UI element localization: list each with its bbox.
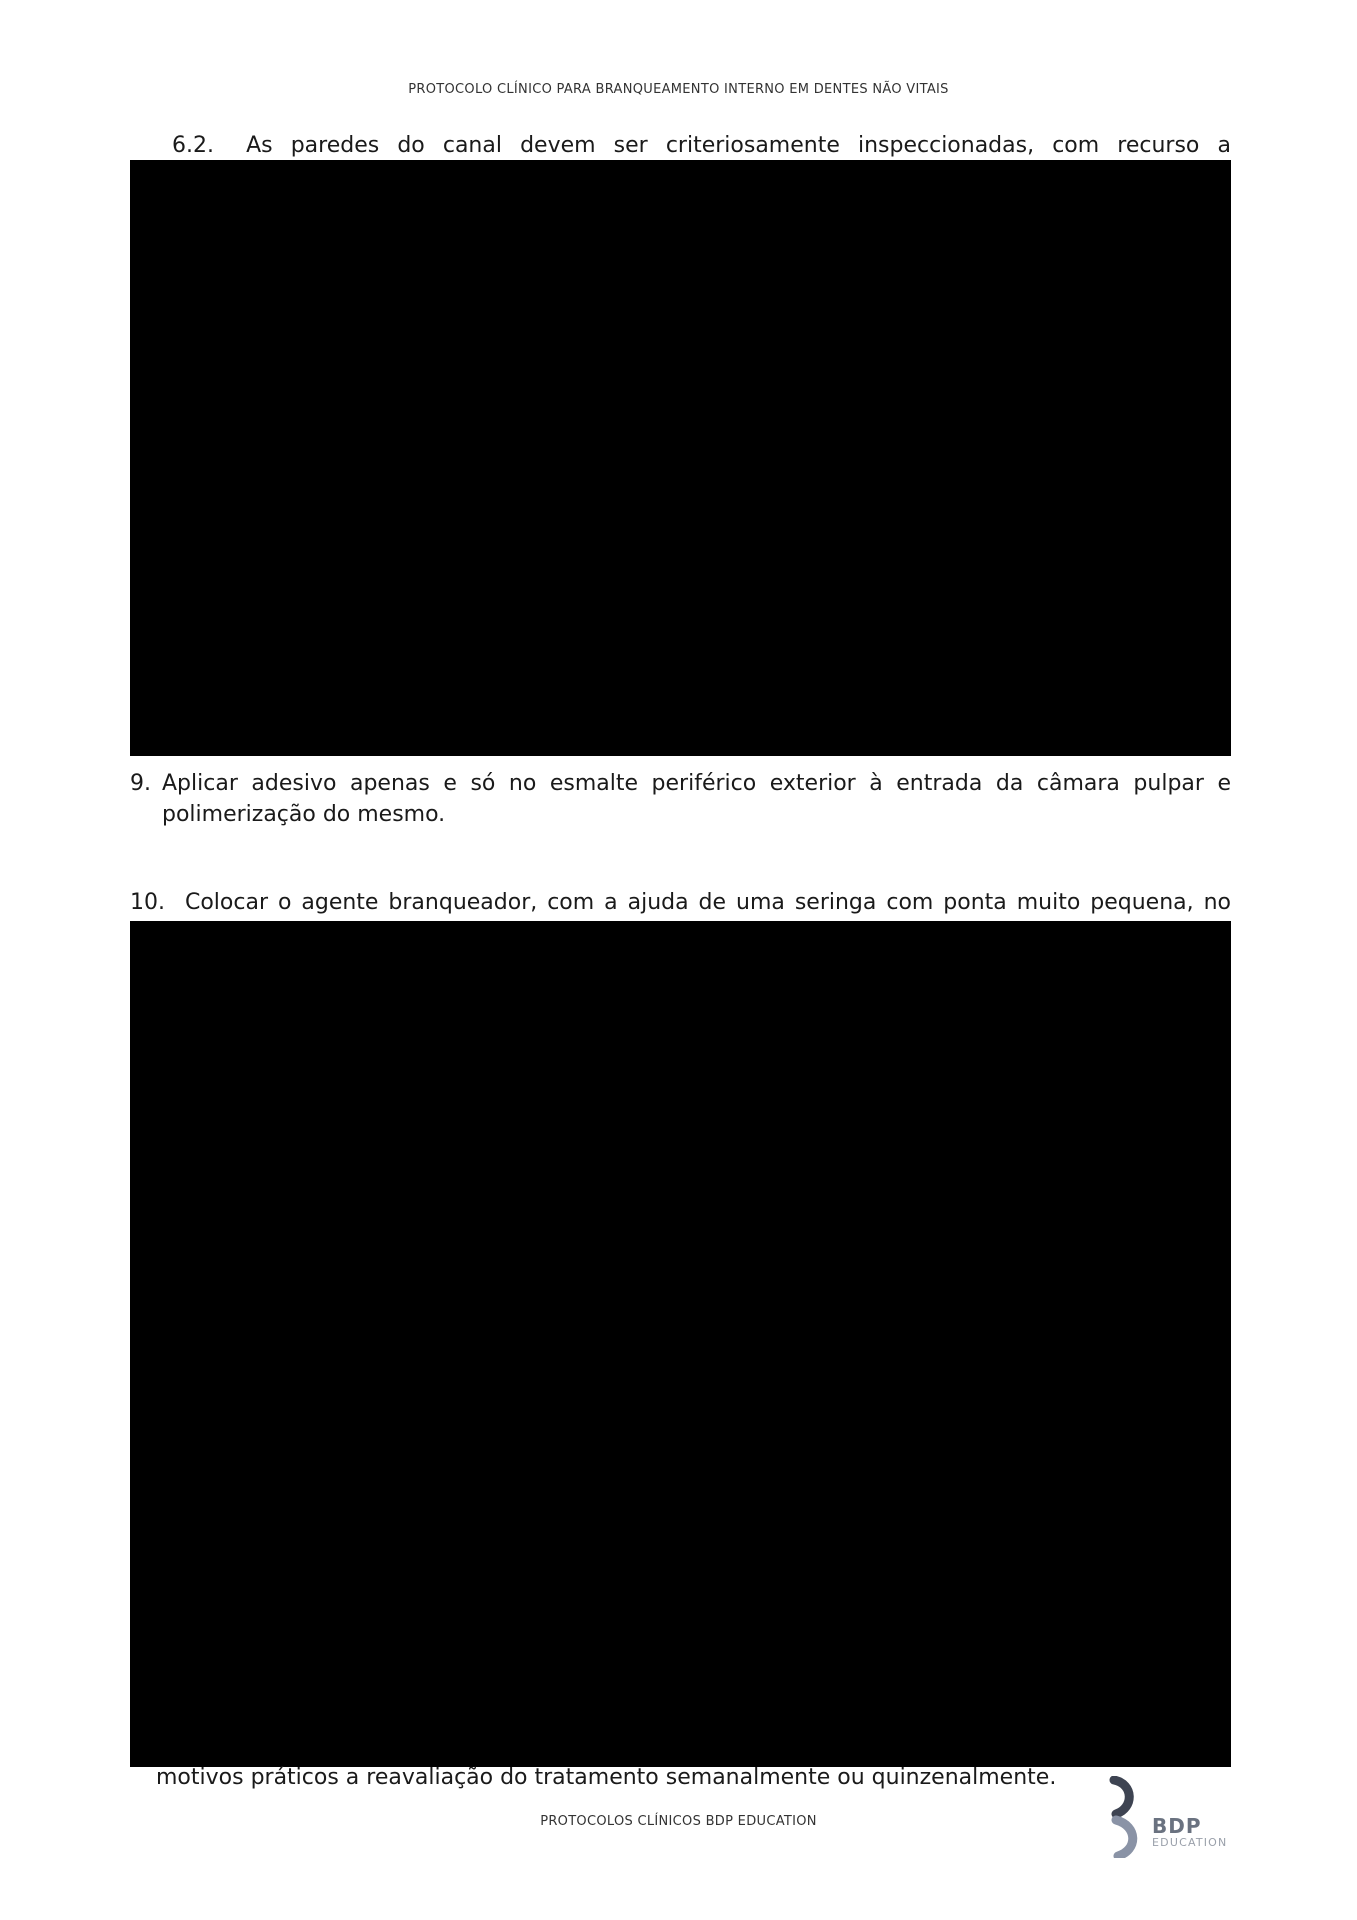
item-9	[130, 768, 1231, 830]
bdp-logo	[1152, 1816, 1227, 1850]
item-9-number: 9.	[130, 771, 151, 796]
redacted-image-block-2	[130, 921, 1231, 1767]
continuation-text: motivos práticos a reavaliação do tratamento semanalmente ou quinzenalmente.	[156, 1765, 1057, 1790]
item-6-2-text: As paredes do canal devem ser criteriosamente inspeccionadas, com recurso a	[246, 133, 1231, 158]
logo-title: BDP	[1152, 1814, 1202, 1838]
redacted-image-block-1	[130, 160, 1231, 756]
item-10	[130, 887, 1231, 918]
item-9-text: Aplicar adesivo apenas e só no esmalte periférico exterior à entrada da câmara pulpar e polimerização do mesmo.	[162, 771, 1231, 827]
item-10-text: Colocar o agente branqueador, com a ajuda de uma seringa com ponta muito pequena, no	[184, 890, 1231, 915]
page-header: PROTOCOLO CLÍNICO PARA BRANQUEAMENTO INTERNO EM DENTES NÃO VITAIS	[408, 82, 949, 97]
item-10-number: 10.	[130, 890, 165, 915]
item-6-2-number: 6.2.	[172, 133, 214, 158]
page-footer: PROTOCOLOS CLÍNICOS BDP EDUCATION	[540, 1814, 817, 1829]
logo-subtitle: EDUCATION	[1152, 1836, 1228, 1849]
item-6-2	[172, 130, 1231, 161]
